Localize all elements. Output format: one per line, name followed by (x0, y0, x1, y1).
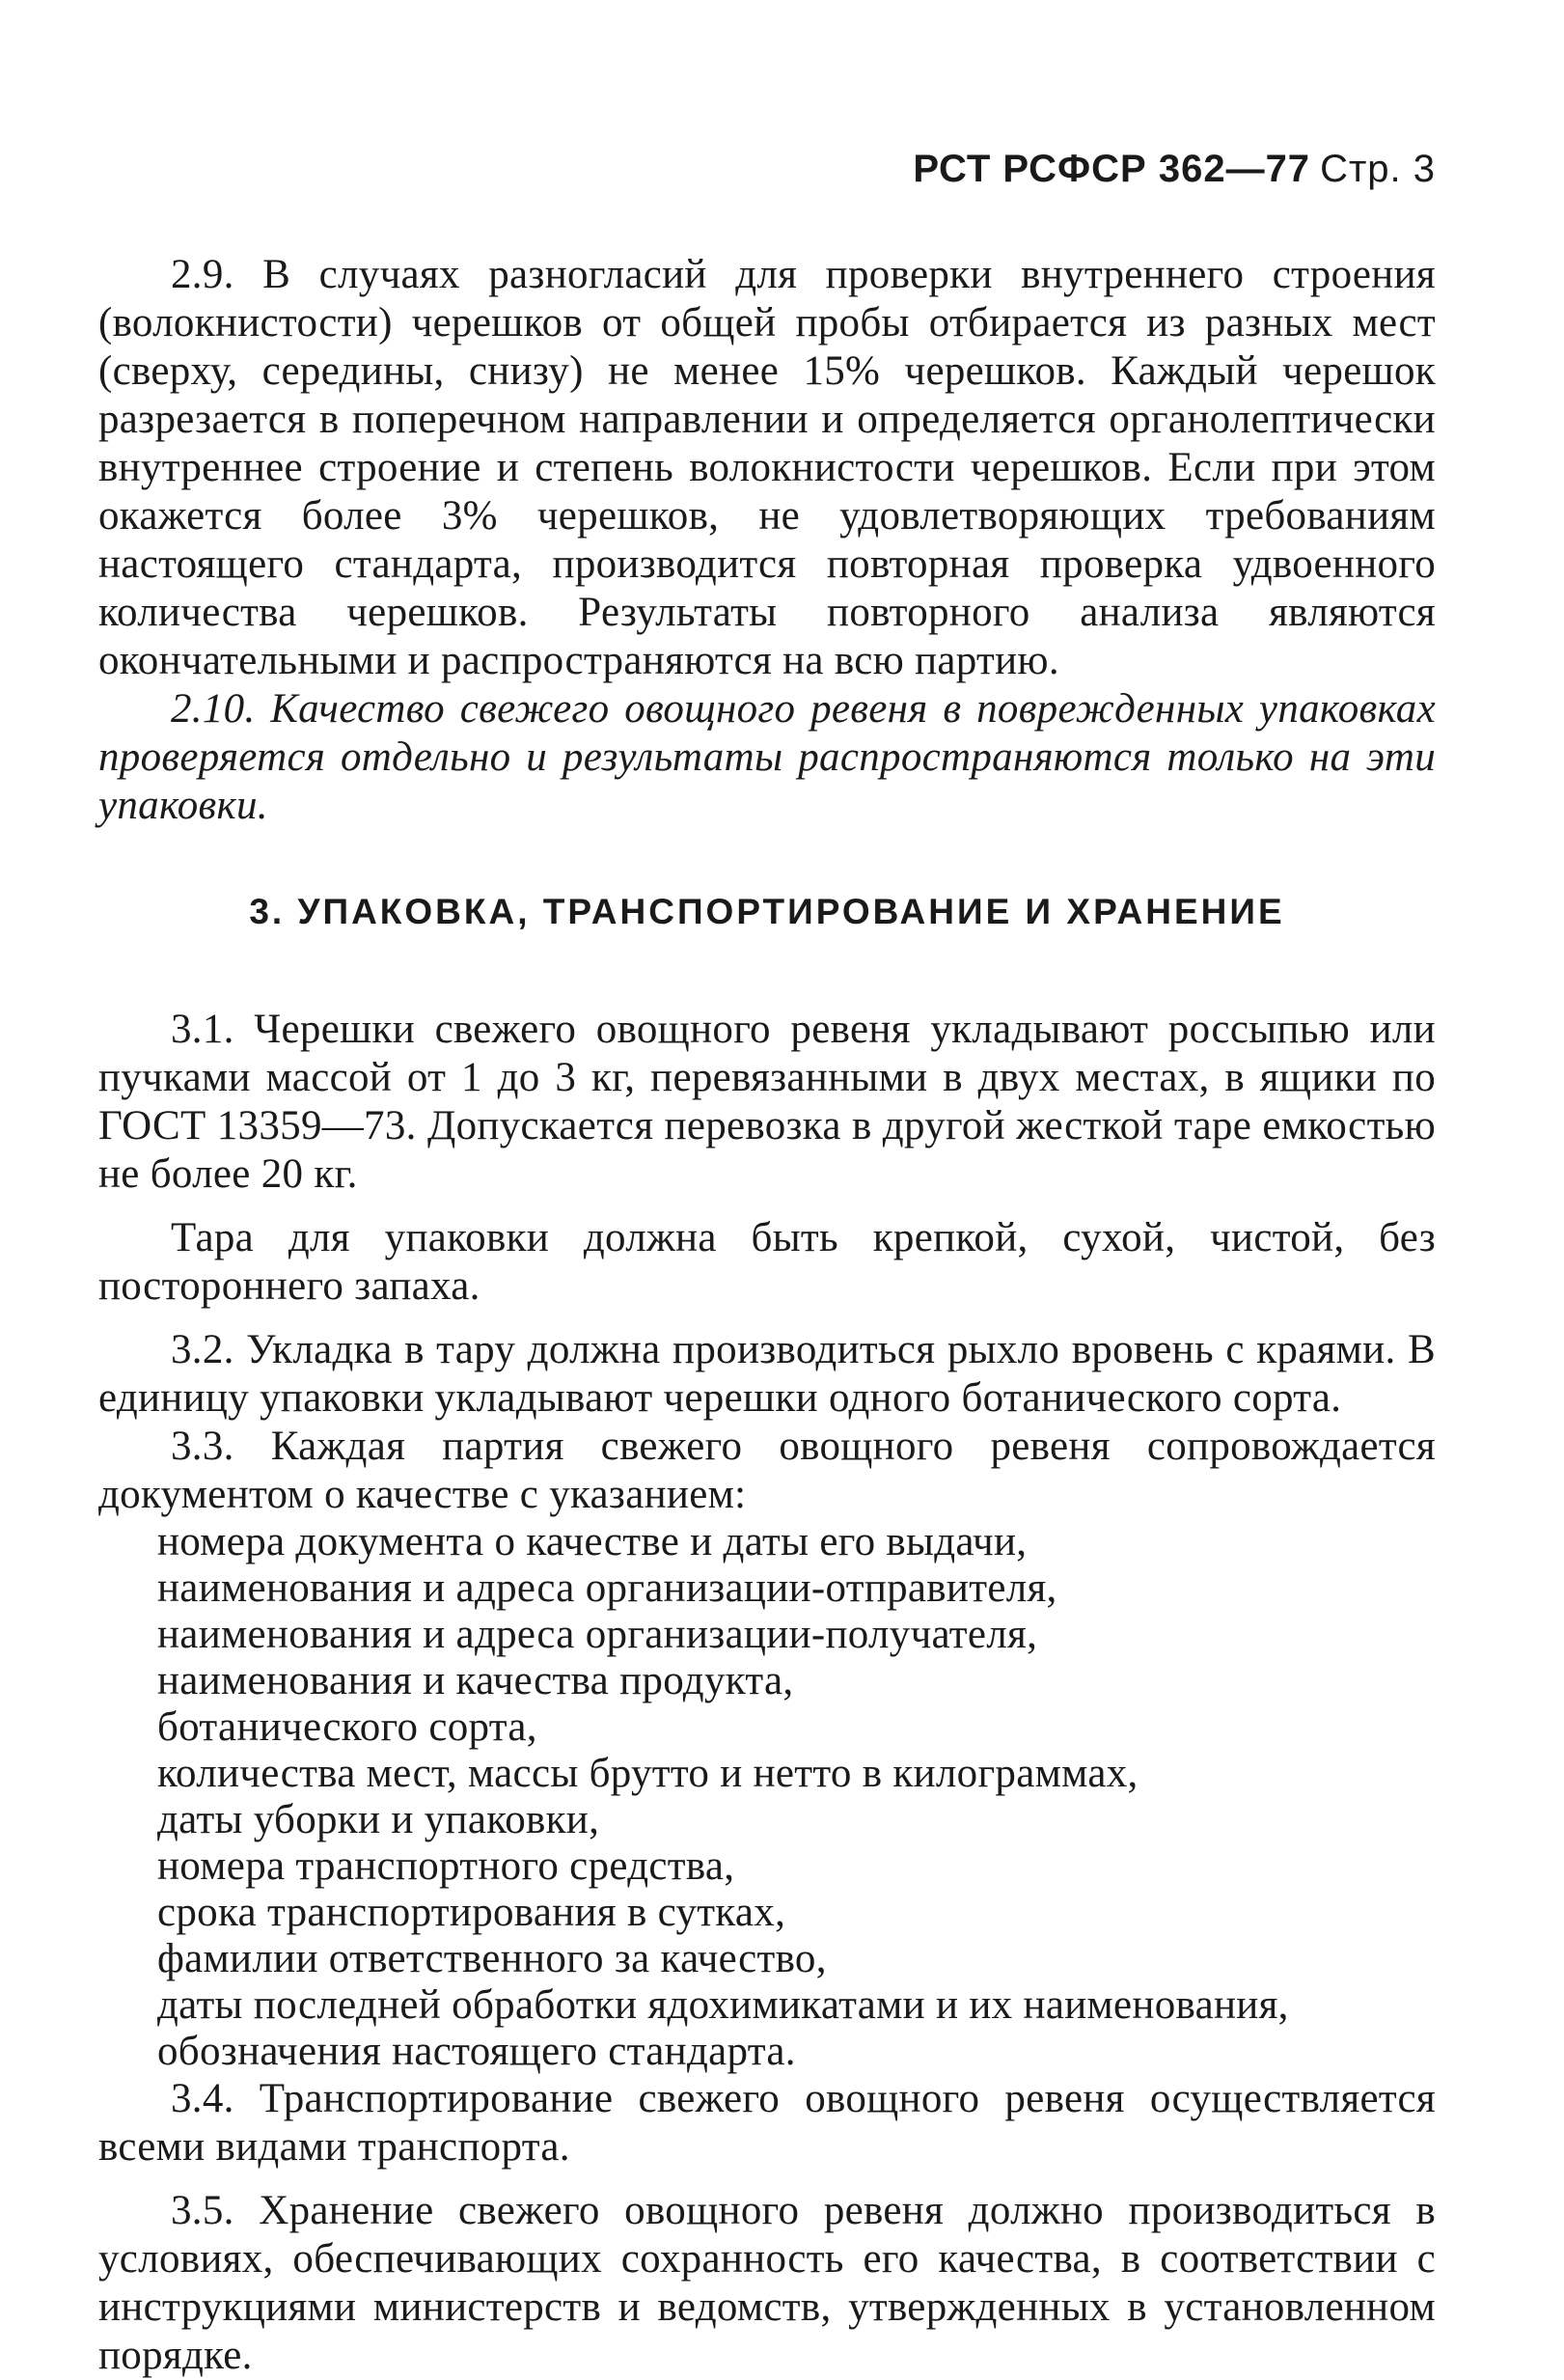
list-item: фамилии ответственного за качество, (157, 1936, 827, 1981)
paragraph-3-2: 3.2. Укладка в тару должна производиться рыхло вровень с краями. В единицу упаковки укладывают черешки одного ботанического сорта. (98, 1327, 1436, 1421)
list-item: номера документа о качестве и даты его выдачи, (157, 1519, 1028, 1564)
list-item: наименования и качества продукта, (157, 1658, 794, 1703)
list-item: даты уборки и упаковки, (157, 1797, 600, 1842)
standard-number: РСТ РСФСР 362—77 (913, 148, 1311, 190)
list-item: наименования и адреса организации-получателя, (157, 1612, 1038, 1657)
paragraph-3-4: 3.4. Транспортирование свежего овощного ревеня осуществляется всеми видами транспорта. (98, 2076, 1436, 2170)
list-item: срока транспортирования в сутках, (157, 1890, 786, 1935)
list-item: даты последней обработки ядохимикатами и их наименования, (157, 1982, 1289, 2028)
paragraph-2-10: 2.10. Качество свежего овощного ревеня в поврежденных упаковках проверяется отдельно и результаты распространяются только на эти упаковки. (98, 686, 1436, 828)
section-3-title: 3. УПАКОВКА, ТРАНСПОРТИРОВАНИЕ И ХРАНЕНИЕ (249, 892, 1285, 931)
list-item: ботанического сорта, (157, 1704, 537, 1750)
list-item: номера транспортного средства, (157, 1843, 735, 1889)
document-page (98, 145, 1436, 2380)
paragraph-3-5: 3.5. Хранение свежего овощного ревеня должно производиться в условиях, обеспечивающих сохранность его качества, в соответствии с инструкциями министерств и ведомств, утвержденных в установленном порядке. (98, 2188, 1436, 2378)
page-number: Стр. 3 (1320, 148, 1436, 190)
paragraph-3-1-container: Тара для упаковки должна быть крепкой, сухой, чистой, без постороннего запаха. (98, 1215, 1436, 1309)
page-header (98, 145, 1436, 193)
paragraph-3-3: 3.3. Каждая партия свежего овощного ревеня сопровождается документом о качестве с указанием: (98, 1424, 1436, 1517)
paragraph-2-9: 2.9. В случаях разногласий для проверки внутреннего строения (волокнистости) черешков от общей пробы отбирается из разных мест (сверху, середины, снизу) не менее 15% черешков. Каждый черешок разрезается в поперечном направлении и определяется органолептически внутреннее строение и степень волокнистости черешков. Если при этом окажется более 3% черешков, не удовлетворяющих требованиям настоящего стандарта, производится повторная проверка удвоенного количества черешков. Результаты повторного анализа являются окончательными и распространяются на всю партию. (98, 252, 1436, 683)
quality-document-list (98, 1519, 1436, 2075)
list-item: количества мест, массы брутто и нетто в килограммах, (157, 1751, 1139, 1796)
list-item: наименования и адреса организации-отправителя, (157, 1565, 1057, 1611)
paragraph-3-1: 3.1. Черешки свежего овощного ревеня укладывают россыпью или пучками массой от 1 до 3 кг, перевязанными в двух местах, в ящики по ГОСТ 13359—73. Допускается перевозка в другой жесткой таре емкостью не более 20 кг. (98, 1007, 1436, 1197)
list-item: обозначения настоящего стандарта. (157, 2029, 796, 2074)
